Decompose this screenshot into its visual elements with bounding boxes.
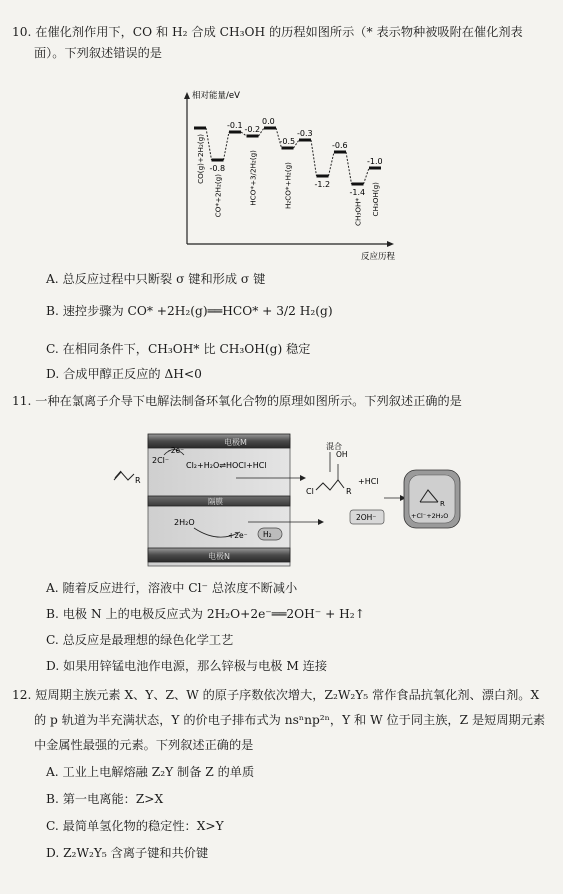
q10-stem-line1: 10. 在催化剂作用下，CO 和 H₂ 合成 CH₃OH 的历程如图所示（* 表示物种被吸附在催化剂表 xyxy=(12,25,523,39)
energy-value-label: 0.0 xyxy=(262,117,275,126)
q12-stem-line1: 12. 短周期主族元素 X、Y、Z、W 的原子序数依次增大，Z₂W₂Y₅ 常作食品抗氧化剂、漂白剂。X xyxy=(12,688,540,702)
q12-option-b[interactable]: B. 第一电离能：Z>X xyxy=(46,792,164,806)
species-label: CH₃OH(g) xyxy=(371,182,380,217)
q11-option-c[interactable]: C. 总反应是最理想的绿色化学工艺 xyxy=(46,633,234,647)
chlorine-equilibrium: Cl₂+H₂O⇌HOCl+HCl xyxy=(186,461,267,470)
q11-option-b[interactable]: B. 电极 N 上的电极反应式为 2H₂O+2e⁻══2OH⁻ + H₂↑ xyxy=(46,607,365,621)
profile-connector xyxy=(346,152,352,184)
q11-stem: 11. 一种在氯离子介导下电解法制备环氧化合物的原理如图所示。下列叙述正确的是 xyxy=(12,394,462,408)
energy-value-label: -0.1 xyxy=(227,121,243,130)
hydrogen-label: H₂ xyxy=(263,530,272,539)
energy-value-label: -1.0 xyxy=(367,157,383,166)
hydroxyl-label: OH xyxy=(336,450,348,459)
chloride-label: 2Cl⁻ xyxy=(152,456,170,465)
electrode-m-label: 电极M xyxy=(224,438,247,447)
species-label: CO*+2H₂(g) xyxy=(213,174,223,218)
energy-value-label: -1.2 xyxy=(314,180,331,189)
energy-value-label: -0.8 xyxy=(209,164,226,173)
species-label: HCO*+3/2H₂(g) xyxy=(248,150,258,206)
profile-connector xyxy=(311,140,317,176)
q12-stem-line2: 的 p 轨道为半充满状态，Y 的价电子排布式为 nsⁿnp²ⁿ，Y 和 W 位于同主族，Z 是短周期元素 xyxy=(34,713,546,727)
energy-value-label: -0.6 xyxy=(332,141,348,150)
species-label: CO(g)+2H₂(g) xyxy=(196,134,205,184)
hcl-label: +HCl xyxy=(358,477,379,486)
chlorohydrin-r-label: R xyxy=(346,487,352,496)
plus-electrons-label: +2e⁻ xyxy=(228,531,248,540)
x-axis-arrow xyxy=(387,241,394,247)
q12-option-d[interactable]: D. Z₂W₂Y₅ 含离子键和共价键 xyxy=(46,846,209,860)
profile-connector xyxy=(364,168,370,184)
energy-value-label: -1.4 xyxy=(349,188,366,197)
x-axis-label: 反应历程 xyxy=(361,252,396,262)
q12-option-c[interactable]: C. 最简单氢化物的稳定性：X>Y xyxy=(46,819,224,833)
q10-option-c[interactable]: C. 在相同条件下，CH₃OH* 比 CH₃OH(g) 稳定 xyxy=(46,342,311,356)
chlorohydrin-structure xyxy=(316,480,344,490)
mix-label: 混合 xyxy=(326,442,342,451)
q11-option-a[interactable]: A. 随着反应进行，溶液中 Cl⁻ 总浓度不断减小 xyxy=(46,581,298,595)
profile-connector xyxy=(329,152,335,176)
species-label: CH₃OH* xyxy=(353,198,363,226)
alkene-r-label: R xyxy=(135,476,141,485)
chlorine-atom-label: Cl xyxy=(306,487,314,496)
y-axis-label: 相对能量/eV xyxy=(192,91,240,101)
energy-value-label: -0.5 xyxy=(279,137,296,146)
energy-value-label: -0.2 xyxy=(244,125,261,134)
q12-stem-line3: 中金属性最强的元素。下列叙述正确的是 xyxy=(34,738,254,752)
q10-stem-line2: 面）。下列叙述错误的是 xyxy=(34,46,162,60)
q10-option-a[interactable]: A. 总反应过程中只断裂 σ 键和形成 σ 键 xyxy=(46,272,266,286)
epoxide-r-label: R xyxy=(440,500,445,508)
electrode-n-label: 电极N xyxy=(208,552,230,561)
q12-option-a[interactable]: A. 工业上电解熔融 Z₂Y 制备 Z 的单质 xyxy=(46,765,255,779)
product-byproducts: +Cl⁻+2H₂O xyxy=(411,512,449,520)
q11-electrolysis-diagram xyxy=(108,428,466,568)
q10-energy-chart xyxy=(150,88,400,263)
minus-electrons-label: -2e⁻ xyxy=(168,446,185,455)
q10-option-b[interactable]: B. 速控步骤为 CO* +2H₂(g)══HCO* + 3/2 H₂(g) xyxy=(46,304,333,318)
q10-option-d[interactable]: D. 合成甲醇正反应的 ΔH<0 xyxy=(46,367,202,381)
profile-connector xyxy=(224,132,230,160)
profile-connector xyxy=(206,128,212,160)
hydroxide-label: 2OH⁻ xyxy=(356,513,377,522)
membrane-label: 隔膜 xyxy=(208,497,223,506)
species-label: H₂CO*+H₂(g) xyxy=(283,162,293,210)
y-axis-arrow xyxy=(184,92,190,99)
water-label: 2H₂O xyxy=(174,518,195,527)
energy-value-label: -0.3 xyxy=(297,129,313,138)
q11-option-d[interactable]: D. 如果用锌锰电池作电源，那么锌极与电极 M 连接 xyxy=(46,659,328,673)
